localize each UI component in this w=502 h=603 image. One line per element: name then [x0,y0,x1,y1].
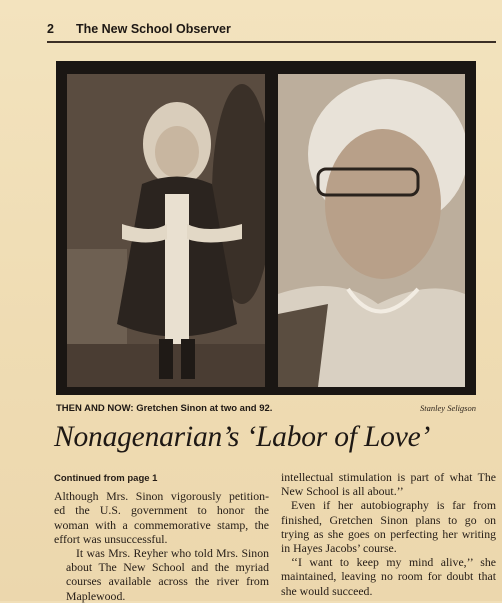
photo-credit: Stanley Seligson [420,403,476,413]
right-paragraph-3 [281,555,496,598]
publication-name: The New School Observer [75,22,231,36]
text-line: maintained, leaving no room for doubt that [281,569,496,584]
photo-elderly [278,74,465,387]
photo-caption-row [56,400,476,416]
article-column-left [54,470,269,603]
header-rule [47,41,496,43]
text-line: effort was unsuccessful. [54,531,168,546]
continued-notice: Continued from page 1 [54,473,158,484]
text-line: Maplewood. [66,588,126,603]
article-column-right [281,470,496,598]
child-photo-illustration [67,74,265,387]
photo-caption: THEN AND NOW: Gretchen Sinon at two and 92. [56,402,273,414]
right-paragraph-2 [281,498,496,555]
text-line: intellectual stimulation is part of what The [281,470,496,484]
page-header [47,18,494,40]
text-line: courses available across the river from [66,574,269,589]
left-paragraph-2 [54,546,269,603]
left-paragraph-1 [54,489,269,546]
text-line: Even if her autobiography is far from [291,498,496,513]
article-headline: Nonagenarian’s ‘Labor of Love’ [54,421,431,453]
text-line: woman with a commemorative stamp, the [54,517,269,532]
text-line: New School is all about.’’ [281,484,404,499]
text-line: she would succeed. [281,583,373,598]
elderly-photo-illustration [278,74,465,387]
text-line: ‘‘I want to keep my mind alive,’’ she [291,555,496,570]
text-line: trying as she goes on perfecting her writing [281,526,496,541]
text-line: finished, Gretchen Sinon plans to go on [281,512,496,527]
photo-frame [56,61,476,395]
text-line: ed the U.S. government to honor the [54,503,269,518]
right-paragraph-1 [281,470,496,498]
text-line: about The New School and the myriad [66,560,269,575]
text-line: It was Mrs. Reyher who told Mrs. Sinon [76,546,269,561]
page-number: 2 [47,22,54,36]
photo-child [67,74,265,387]
text-line: in Hayes Jacobs’ course. [281,541,397,556]
text-line: Although Mrs. Sinon vigorously petition- [54,489,269,504]
